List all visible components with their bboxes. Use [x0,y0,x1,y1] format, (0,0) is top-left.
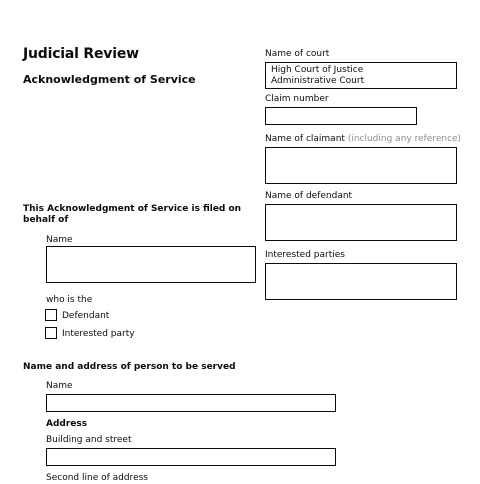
filed-on-behalf-heading-line1: This Acknowledgment of Service is filed on [23,204,242,214]
interested-parties-label: Interested parties [265,250,345,260]
court-field[interactable] [265,62,457,89]
court-label: Name of court [265,49,330,59]
second-line-address-label: Second line of address [46,473,148,483]
court-value-line1: High Court of Justice [271,65,364,75]
address-heading: Address [46,419,88,429]
defendant-checkbox[interactable] [45,309,57,321]
claimant-label-text: Name of claimant [265,134,345,144]
defendant-field[interactable] [265,204,457,241]
claim-number-field[interactable] [265,107,417,125]
form-title: Judicial Review [23,46,139,62]
court-value-line2: Administrative Court [271,76,365,86]
interested-party-checkbox-label: Interested party [62,329,135,339]
building-street-label: Building and street [46,435,132,445]
defendant-label: Name of defendant [265,191,353,201]
form-subtitle: Acknowledgment of Service [23,73,196,86]
behalf-name-field[interactable] [46,246,256,283]
served-person-heading: Name and address of person to be served [23,362,236,372]
behalf-name-label: Name [46,235,73,245]
interested-party-checkbox[interactable] [45,327,57,339]
claimant-label-hint: (including any reference) [347,134,462,144]
interested-parties-field[interactable] [265,263,457,300]
defendant-checkbox-label: Defendant [62,311,110,321]
claimant-label [265,134,461,145]
filed-on-behalf-heading [23,204,241,226]
building-street-field[interactable] [46,448,336,466]
who-is-label: who is the [46,295,93,305]
claim-number-label: Claim number [265,94,329,104]
filed-on-behalf-heading-line2: behalf of [23,215,69,225]
claimant-field[interactable] [265,147,457,184]
served-name-field[interactable] [46,394,336,412]
served-name-label: Name [46,381,73,391]
